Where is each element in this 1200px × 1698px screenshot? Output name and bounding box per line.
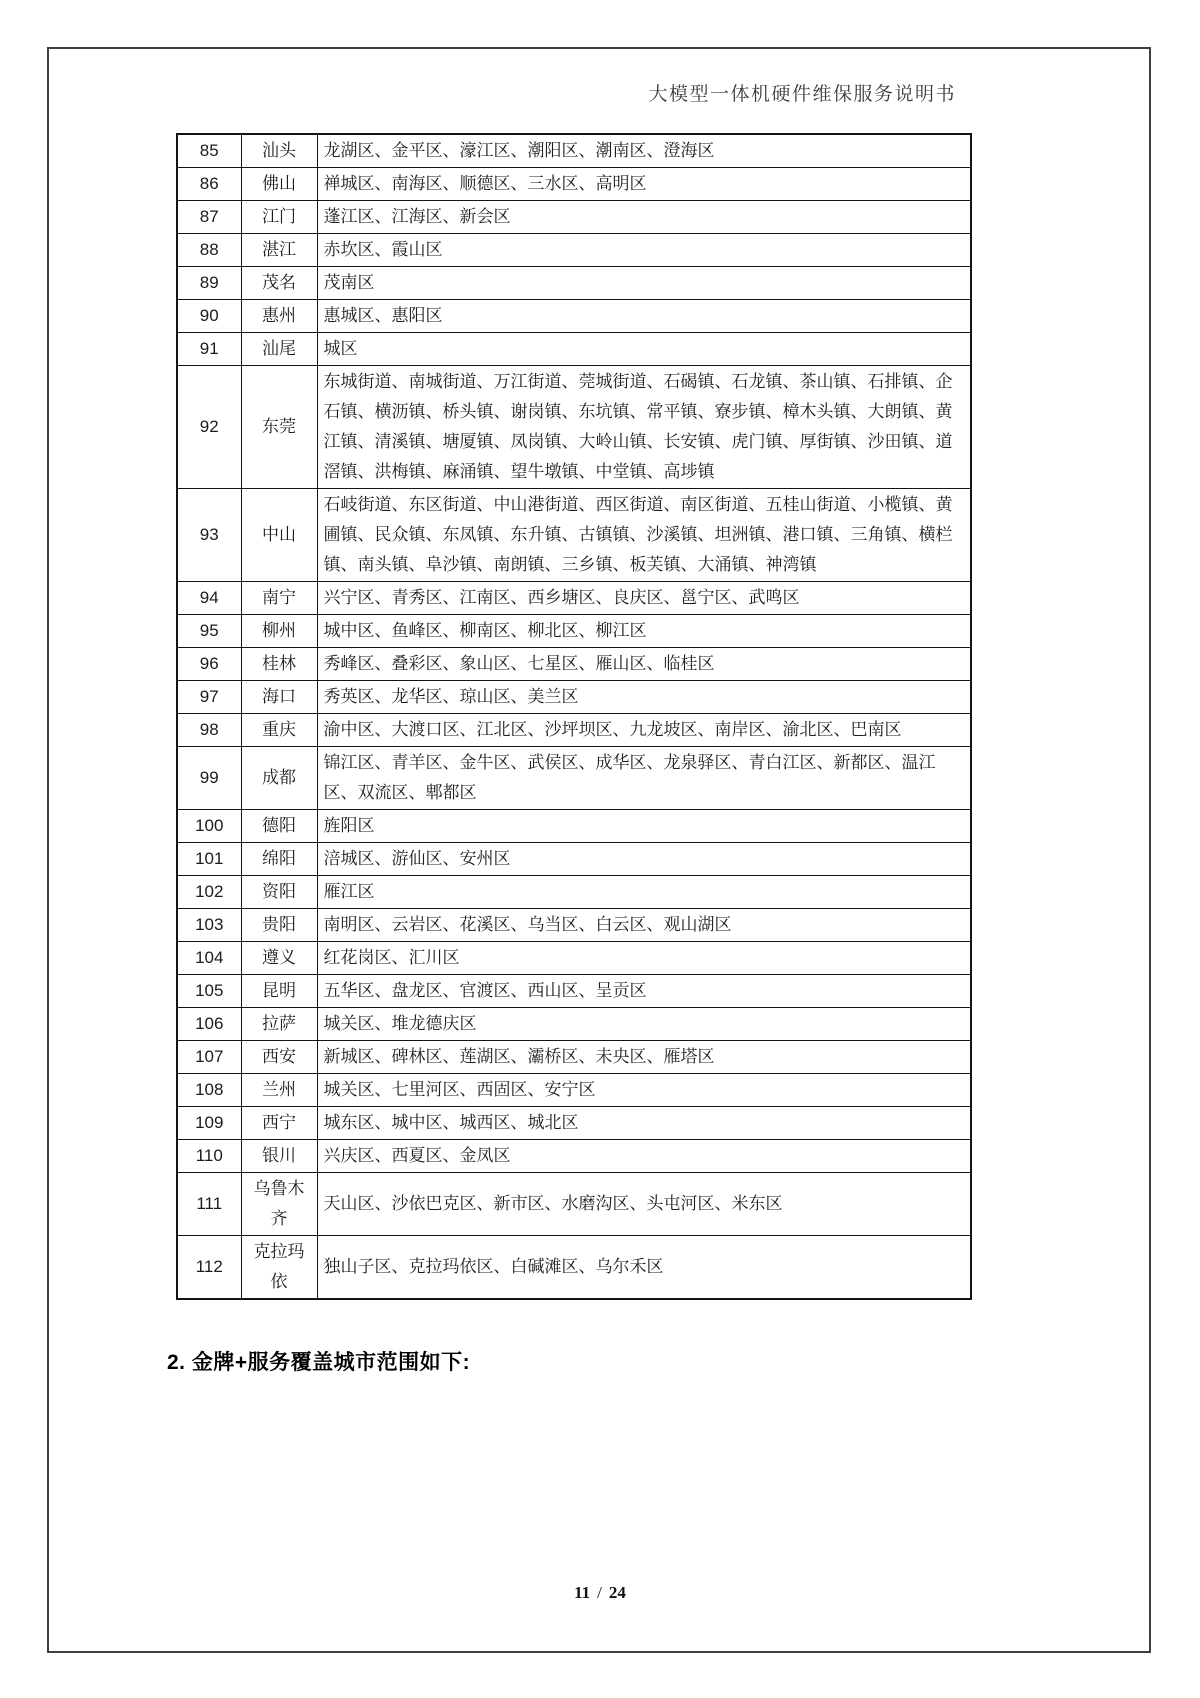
row-number-cell: 94	[177, 582, 241, 615]
city-name-cell: 桂林	[241, 648, 317, 681]
table-row	[177, 168, 971, 201]
city-name-cell: 遵义	[241, 942, 317, 975]
city-name-cell: 昆明	[241, 975, 317, 1008]
row-number-cell: 96	[177, 648, 241, 681]
districts-cell: 兴庆区、西夏区、金凤区	[317, 1140, 971, 1173]
table-row	[177, 489, 971, 582]
row-number-cell: 90	[177, 300, 241, 333]
table-row	[177, 1236, 971, 1300]
districts-cell: 五华区、盘龙区、官渡区、西山区、呈贡区	[317, 975, 971, 1008]
city-name-cell: 德阳	[241, 810, 317, 843]
row-number-cell: 100	[177, 810, 241, 843]
table-row	[177, 1041, 971, 1074]
city-name-cell: 贵阳	[241, 909, 317, 942]
city-name-cell: 汕头	[241, 134, 317, 168]
row-number-cell: 99	[177, 747, 241, 810]
table-row	[177, 810, 971, 843]
row-number-cell: 86	[177, 168, 241, 201]
city-name-cell: 资阳	[241, 876, 317, 909]
row-number-cell: 101	[177, 843, 241, 876]
districts-cell: 城关区、堆龙德庆区	[317, 1008, 971, 1041]
row-number-cell: 89	[177, 267, 241, 300]
city-name-cell: 中山	[241, 489, 317, 582]
city-name-cell: 佛山	[241, 168, 317, 201]
districts-cell: 赤坎区、霞山区	[317, 234, 971, 267]
row-number-cell: 105	[177, 975, 241, 1008]
table-row	[177, 681, 971, 714]
city-name-cell: 兰州	[241, 1074, 317, 1107]
city-name-cell: 银川	[241, 1140, 317, 1173]
districts-cell: 惠城区、惠阳区	[317, 300, 971, 333]
table-row	[177, 267, 971, 300]
districts-cell: 南明区、云岩区、花溪区、乌当区、白云区、观山湖区	[317, 909, 971, 942]
table-row	[177, 300, 971, 333]
districts-cell: 城东区、城中区、城西区、城北区	[317, 1107, 971, 1140]
table-row	[177, 975, 971, 1008]
districts-cell: 石岐街道、东区街道、中山港街道、西区街道、南区街道、五桂山街道、小榄镇、黄圃镇、民众镇、东凤镇、东升镇、古镇镇、沙溪镇、坦洲镇、港口镇、三角镇、横栏镇、南头镇、阜沙镇、南朗镇、三乡镇、板芙镇、大涌镇、神湾镇	[317, 489, 971, 582]
table-row	[177, 714, 971, 747]
city-name-cell: 重庆	[241, 714, 317, 747]
districts-cell: 城关区、七里河区、西固区、安宁区	[317, 1074, 971, 1107]
document-header-title: 大模型一体机硬件维保服务说明书	[648, 84, 956, 105]
table-row	[177, 909, 971, 942]
table-row	[177, 134, 971, 168]
city-name-cell: 柳州	[241, 615, 317, 648]
city-name-cell: 绵阳	[241, 843, 317, 876]
page-separator: /	[597, 1583, 602, 1602]
table-row	[177, 582, 971, 615]
row-number-cell: 98	[177, 714, 241, 747]
row-number-cell: 111	[177, 1173, 241, 1236]
table-row	[177, 942, 971, 975]
districts-cell: 渝中区、大渡口区、江北区、沙坪坝区、九龙坡区、南岸区、渝北区、巴南区	[317, 714, 971, 747]
table-row	[177, 648, 971, 681]
row-number-cell: 85	[177, 134, 241, 168]
table-row	[177, 747, 971, 810]
city-name-cell: 湛江	[241, 234, 317, 267]
table-row	[177, 1008, 971, 1041]
table-row	[177, 1140, 971, 1173]
table-row	[177, 1074, 971, 1107]
table-row	[177, 876, 971, 909]
row-number-cell: 108	[177, 1074, 241, 1107]
districts-cell: 茂南区	[317, 267, 971, 300]
city-name-cell: 江门	[241, 201, 317, 234]
coverage-table	[176, 133, 972, 1300]
row-number-cell: 91	[177, 333, 241, 366]
row-number-cell: 103	[177, 909, 241, 942]
districts-cell: 红花岗区、汇川区	[317, 942, 971, 975]
row-number-cell: 97	[177, 681, 241, 714]
city-name-cell: 西宁	[241, 1107, 317, 1140]
row-number-cell: 112	[177, 1236, 241, 1300]
districts-cell: 秀峰区、叠彩区、象山区、七星区、雁山区、临桂区	[317, 648, 971, 681]
districts-cell: 兴宁区、青秀区、江南区、西乡塘区、良庆区、邕宁区、武鸣区	[317, 582, 971, 615]
city-name-cell: 克拉玛依	[241, 1236, 317, 1300]
row-number-cell: 109	[177, 1107, 241, 1140]
districts-cell: 雁江区	[317, 876, 971, 909]
current-page-number: 11	[574, 1583, 591, 1602]
section-heading: 2. 金牌+服务覆盖城市范围如下:	[167, 1351, 471, 1374]
districts-cell: 锦江区、青羊区、金牛区、武侯区、成华区、龙泉驿区、青白江区、新都区、温江区、双流区、郫都区	[317, 747, 971, 810]
row-number-cell: 92	[177, 366, 241, 489]
row-number-cell: 106	[177, 1008, 241, 1041]
districts-cell: 天山区、沙依巴克区、新市区、水磨沟区、头屯河区、米东区	[317, 1173, 971, 1236]
districts-cell: 独山子区、克拉玛依区、白碱滩区、乌尔禾区	[317, 1236, 971, 1300]
row-number-cell: 93	[177, 489, 241, 582]
row-number-cell: 110	[177, 1140, 241, 1173]
total-page-count: 24	[608, 1583, 626, 1602]
table-row	[177, 1173, 971, 1236]
districts-cell: 龙湖区、金平区、濠江区、潮阳区、潮南区、澄海区	[317, 134, 971, 168]
city-name-cell: 汕尾	[241, 333, 317, 366]
table-row	[177, 1107, 971, 1140]
row-number-cell: 107	[177, 1041, 241, 1074]
districts-cell: 秀英区、龙华区、琼山区、美兰区	[317, 681, 971, 714]
districts-cell: 蓬江区、江海区、新会区	[317, 201, 971, 234]
city-name-cell: 海口	[241, 681, 317, 714]
coverage-table-body	[177, 134, 971, 1299]
districts-cell: 新城区、碑林区、莲湖区、灞桥区、未央区、雁塔区	[317, 1041, 971, 1074]
districts-cell: 涪城区、游仙区、安州区	[317, 843, 971, 876]
city-name-cell: 乌鲁木齐	[241, 1173, 317, 1236]
table-row	[177, 201, 971, 234]
row-number-cell: 104	[177, 942, 241, 975]
districts-cell: 禅城区、南海区、顺德区、三水区、高明区	[317, 168, 971, 201]
city-name-cell: 拉萨	[241, 1008, 317, 1041]
districts-cell: 城中区、鱼峰区、柳南区、柳北区、柳江区	[317, 615, 971, 648]
city-name-cell: 惠州	[241, 300, 317, 333]
districts-cell: 旌阳区	[317, 810, 971, 843]
page-footer	[0, 1583, 1200, 1603]
city-name-cell: 东莞	[241, 366, 317, 489]
districts-cell: 东城街道、南城街道、万江街道、莞城街道、石碣镇、石龙镇、茶山镇、石排镇、企石镇、横沥镇、桥头镇、谢岗镇、东坑镇、常平镇、寮步镇、樟木头镇、大朗镇、黄江镇、清溪镇、塘厦镇、凤岗镇、大岭山镇、长安镇、虎门镇、厚街镇、沙田镇、道滘镇、洪梅镇、麻涌镇、望牛墩镇、中堂镇、高埗镇	[317, 366, 971, 489]
row-number-cell: 87	[177, 201, 241, 234]
table-row	[177, 333, 971, 366]
row-number-cell: 95	[177, 615, 241, 648]
table-row	[177, 366, 971, 489]
city-name-cell: 成都	[241, 747, 317, 810]
table-row	[177, 615, 971, 648]
table-row	[177, 234, 971, 267]
city-name-cell: 西安	[241, 1041, 317, 1074]
table-row	[177, 843, 971, 876]
city-name-cell: 茂名	[241, 267, 317, 300]
city-name-cell: 南宁	[241, 582, 317, 615]
row-number-cell: 88	[177, 234, 241, 267]
row-number-cell: 102	[177, 876, 241, 909]
districts-cell: 城区	[317, 333, 971, 366]
